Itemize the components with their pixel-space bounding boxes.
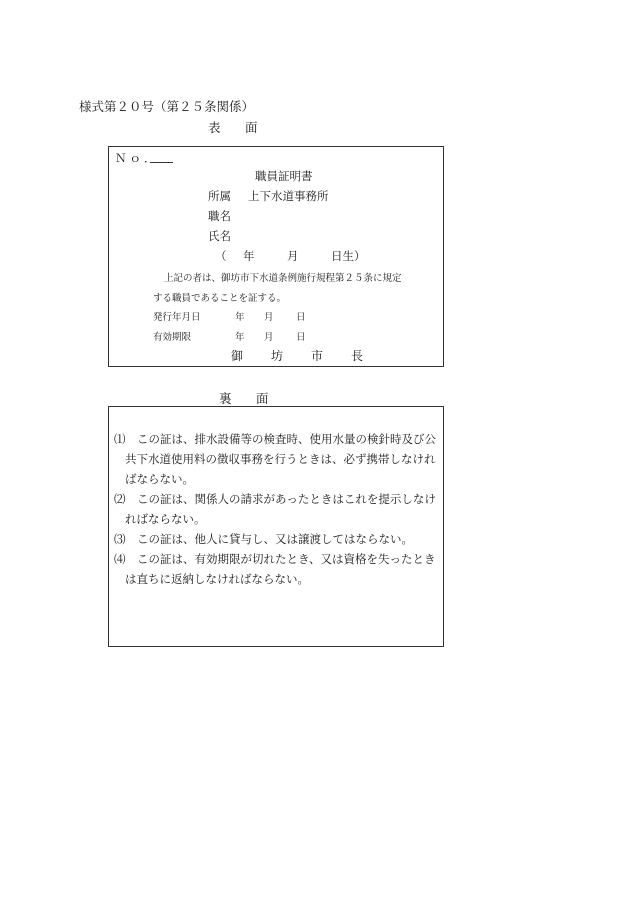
front-card bbox=[108, 146, 444, 367]
valid-year: 年 bbox=[235, 332, 245, 343]
valid-month: 月 bbox=[264, 332, 274, 343]
issue-month: 月 bbox=[264, 312, 274, 323]
affiliation-value: 上下水道事務所 bbox=[248, 189, 329, 203]
issue-year: 年 bbox=[235, 312, 245, 323]
note-4-line-1: この証は、有効期限が切れたとき、又は資格を失ったとき bbox=[137, 552, 436, 566]
issue-day: 日 bbox=[296, 312, 306, 323]
note-1-number: ⑴ bbox=[114, 432, 126, 446]
back-heading: 裏 面 bbox=[219, 391, 275, 406]
note-2-number: ⑵ bbox=[114, 492, 126, 506]
number-label: Ｎｏ． bbox=[115, 151, 159, 165]
note-4-number: ⑷ bbox=[114, 552, 126, 566]
valid-day: 日 bbox=[296, 332, 306, 343]
front-heading: 表 面 bbox=[208, 120, 264, 135]
note-2-line-2: ればならない。 bbox=[125, 512, 206, 526]
birth-day: 日生） bbox=[331, 249, 366, 263]
note-1-line-2: 共下水道使用料の徴収事務を行うときは、必ず携帯しなけれ bbox=[125, 452, 436, 466]
note-3-line-1: この証は、他人に貸与し、又は譲渡してはならない。 bbox=[137, 532, 413, 546]
certificate-title: 職員証明書 bbox=[255, 169, 313, 183]
birth-open: （ bbox=[215, 249, 227, 263]
statement-line-1: 上記の者は、御坊市下水道条例施行規程第２５条に規定 bbox=[164, 273, 402, 284]
issuer-mayor: 御 坊 市 長 bbox=[231, 349, 372, 363]
birth-month: 月 bbox=[287, 249, 299, 263]
number-blank-line bbox=[150, 162, 173, 163]
note-1-line-3: ばならない。 bbox=[125, 472, 194, 486]
back-card bbox=[108, 406, 444, 647]
name-label: 氏名 bbox=[208, 229, 231, 243]
note-2-line-1: この証は、関係人の請求があったときはこれを提示しなけ bbox=[137, 492, 436, 506]
note-4-line-2: は直ちに返納しなければならない。 bbox=[125, 572, 309, 586]
note-3-number: ⑶ bbox=[114, 532, 126, 546]
statement-line-2: する職員であることを証する。 bbox=[153, 293, 287, 304]
issue-date-label: 発行年月日 bbox=[153, 312, 201, 323]
valid-until-label: 有効期限 bbox=[153, 332, 192, 343]
affiliation-label: 所属 bbox=[208, 189, 231, 203]
form-title: 様式第２０号（第２５条関係） bbox=[79, 99, 255, 114]
birth-year: 年 bbox=[243, 249, 255, 263]
note-1-line-1: この証は、排水設備等の検査時、使用水量の検針時及び公 bbox=[137, 432, 436, 446]
birth-date-line bbox=[215, 248, 366, 264]
position-label: 職名 bbox=[208, 209, 231, 223]
